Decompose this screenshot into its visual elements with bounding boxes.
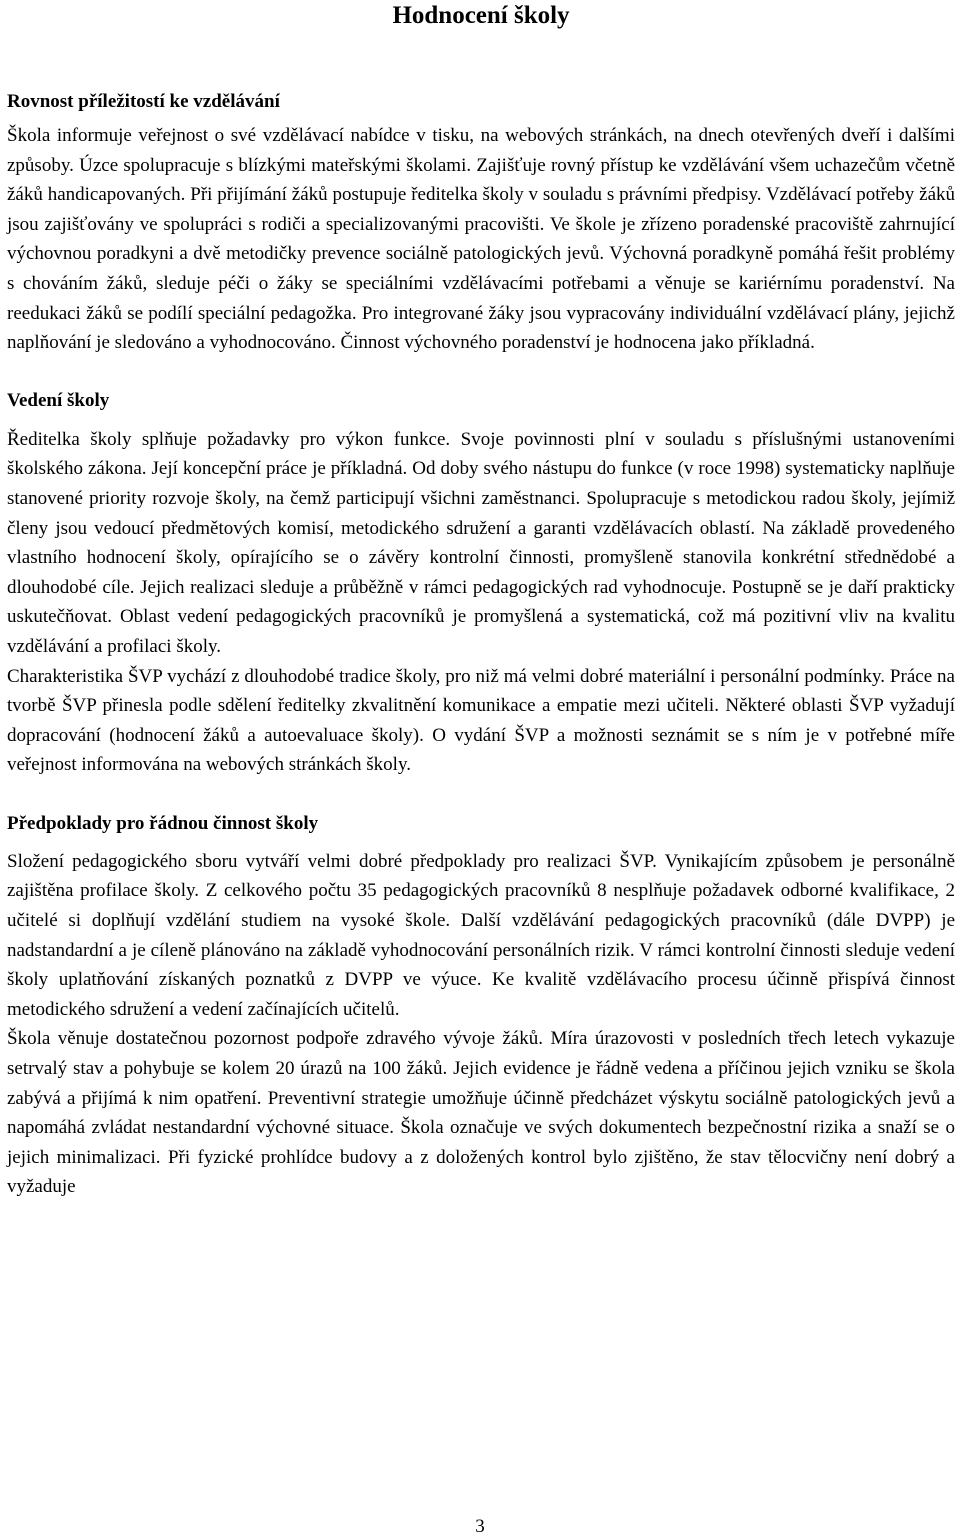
paragraph-vedeni-1: Ředitelka školy splňuje požadavky pro výkon funkce. Svoje povinnosti plní v souladu s příslušnými ustanoveními školského zákona. Její koncepční práce je příkladná. Od doby svého nástupu do funkce (v roce 1998) systematicky naplňuje stanovené priority rozvoje školy, na čemž participují všichni zaměstnanci. Spolupracuje s metodickou radou školy, jejímiž členy jsou vedoucí předmětových komisí, metodického sdružení a garanti vzdělávacích oblastí. Na základě provedeného vlastního hodnocení školy, opírajícího se o závěry kontrolní činnosti, promyšleně stanovila konkrétní střednědobé a dlouhodobé cíle. Jejich realizaci sleduje a průběžně v rámci pedagogických rad vyhodnocuje. Postupně se je daří prakticky uskutečňovat. Oblast vedení pedagogických pracovníků je promyšlená a systematická, což má pozitivní vliv na kvalitu vzdělávání a profilaci školy. bbox=[7, 428, 955, 657]
section-heading-predpoklady: Předpoklady pro řádnou činnost školy bbox=[7, 812, 319, 834]
section-heading-vedeni: Vedení školy bbox=[7, 389, 110, 411]
paragraph-predpoklady-2: Škola věnuje dostatečnou pozornost podpoře zdravého vývoje žáků. Míra úrazovosti v posledních třech letech vykazuje setrvalý stav a pohybuje se kolem 20 úrazů na 100 žáků. Jejich evidence je řádně vedena a příčinou jejich vzniku se škola zabývá a přijímá k nim opatření. Preventivní strategie umožňuje účinně předcházet výskytu sociálně patologických jevů a napomáhá zvládat nestandardní výchovné situace. Škola označuje ve svých dokumentech bezpečnostní rizika a snaží se o jejich minimalizaci. Při fyzické prohlídce budovy a z doložených kontrol bylo zjištěno, že stav tělocvičny není dobrý a vyžaduje bbox=[7, 1028, 955, 1198]
section-heading-rovnost: Rovnost příležitostí ke vzdělávání bbox=[7, 91, 280, 112]
paragraph-rovnost: Škola informuje veřejnost o své vzdělávací nabídce v tisku, na webových stránkách, na dnech otevřených dveří i dalšími způsoby. Úzce spolupracuje s blízkými mateřskými školami. Zajišťuje rovný přístup ke vzdělávání všem uchazečům včetně žáků handicapovaných. Při přijímání žáků postupuje ředitelka školy v souladu s právními předpisy. Vzdělávací potřeby žáků jsou zajišťovány ve spolupráci s rodiči a specializovanými pracovišti. Ve škole je zřízeno poradenské pracoviště zahrnující výchovnou poradkyni a dvě metodičky prevence sociálně patologických jevů. Výchovná poradkyně pomáhá řešit problémy s chováním žáků, sleduje péči o žáky se speciálními vzdělávacími potřebami a věnuje se kariérnímu poradenství. Na reedukaci žáků se podílí speciální pedagožka. Pro integrované žáky jsou vypracovány individuální vzdělávací plány, jejichž naplňování je sledováno a vyhodnocováno. Činnost výchovného poradenství je hodnocena jako příkladná. bbox=[7, 125, 955, 354]
document-page bbox=[7, 0, 955, 1202]
paragraph-vedeni-2: Charakteristika ŠVP vychází z dlouhodobé tradice školy, pro niž má velmi dobré materiální i personální podmínky. Práce na tvorbě ŠVP přinesla podle sdělení ředitelky zkvalitnění komunikace a empatie mezi učiteli. Některé oblasti ŠVP vyžadují dopracování (hodnocení žáků a autoevaluace školy). O vydání ŠVP a možnosti seznámit se s ním je v potřebné míře veřejnost informována na webových stránkách školy. bbox=[7, 665, 955, 776]
document-title: Hodnocení školy bbox=[392, 2, 570, 29]
paragraph-predpoklady-1: Složení pedagogického sboru vytváří velmi dobré předpoklady pro realizaci ŠVP. Vynikajícím způsobem je personálně zajištěna profilace školy. Z celkového počtu 35 pedagogických pracovníků 8 nesplňuje požadavek odborné kvalifikace, 2 učitelé si doplňují vzdělání studiem na vysoké škole. Další vzdělávání pedagogických pracovníků (dále DVPP) je nadstandardní a je cíleně plánováno na základě vyhodnocování personálních rizik. V rámci kontrolní činnosti sleduje vedení školy uplatňování získaných poznatků z DVPP ve výuce. Ke kvalitě vzdělávacího procesu účinně přispívá činnost metodického sdružení a vedení začínajících učitelů. bbox=[7, 850, 955, 1020]
page-number: 3 bbox=[475, 1516, 485, 1537]
